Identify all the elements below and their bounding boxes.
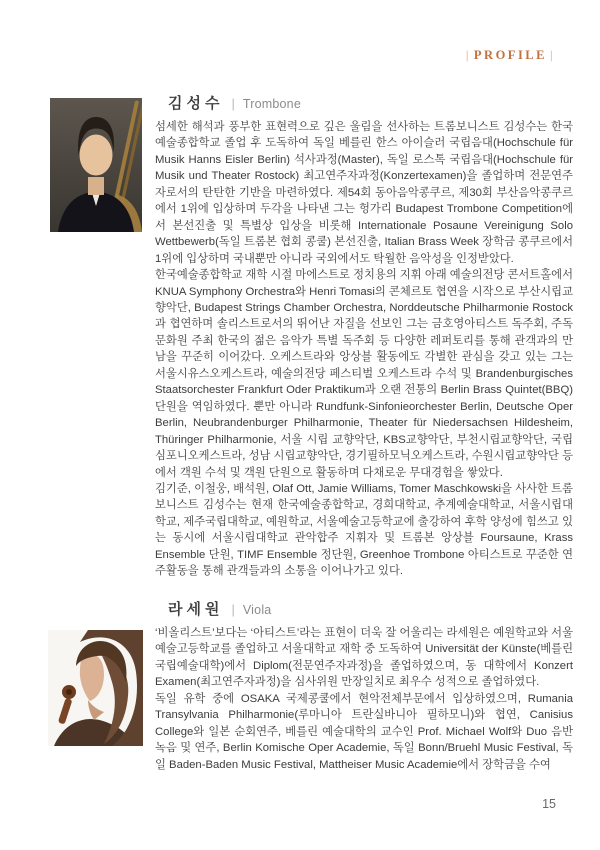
trombonist-photo	[50, 98, 142, 232]
bio-paragraph: ‘비올리스트’보다는 ‘아티스트’라는 표현이 더욱 잘 어울리는 라세원은 예원학교와 서울예술고등학교를 졸업하고 서울대학교 재학 중 도독하여 Universität der Künste(베를린 국립예술대학)에서 Diplom(전문연주자과정)을 졸업하였으며, 동 대학에서 Konzert Examen(최고연주자과정)을 심사위원 만장일치로 최우수 성적으로 졸업하였다.	[155, 627, 573, 689]
header-title: PROFILE	[473, 48, 547, 62]
violist-photo	[48, 630, 143, 746]
violist-photo-illustration	[48, 630, 143, 746]
violist-heading	[155, 598, 573, 618]
trombonist-bio	[155, 119, 573, 580]
page-header	[463, 48, 558, 63]
bio-paragraph: 독일 유학 중에 OSAKA 국제콩쿨에서 현악전체부문에서 입상하였으며, Rumania Transylvania Philharmonie(루마니아 트란실바니아 필하모니)와 협연, Canisius College와 일본 순회연주, 베를린 예술대학의 교수인 Prof. Michael Wolf와 Duo 음반 녹음 및 연주, Berlin Komische Oper Academie, 독일 Bonn/Bruehl Music Festival, 독일 Baden-Baden Music Festival, Mattheiser Music Academie에서 장학금을 수여	[155, 692, 573, 771]
bio-paragraph: 김기준, 이철웅, 배석원, Olaf Ott, Jamie Williams, Tomer Maschkowski을 사사한 트롬보니스트 김성수는 현재 한국예술종합학교, 경희대학교, 추계예술대학교, 서울시립대학교, 제주국립대학교, 예원학교, 서울예술고등학교에 출강하여 후학 양성에 힘쓰고 있는 동시에 서울시립대학교 관악합주 지휘자 및 트롬본 앙상블 Foursaune, Krass Ensemble 단원, TIMF Ensemble 정단원, Greenhoe Trombone 아티스트로 꾸준한 연주활동을 통해 관객들과의 소통을 이어나가고 있다.	[155, 482, 573, 578]
name-separator: |	[231, 96, 235, 111]
bio-paragraph: 섬세한 해석과 풍부한 표현력으로 깊은 울림을 선사하는 트롬보니스트 김성수는 한국예술종합학교 졸업 후 도독하여 독일 베를린 한스 아이슬러 국립음대(Hochschule für Musik Hanns Eisler Berlin) 석사과정(Master), 독일 로스톡 국립음대(Hochschule für Musik und Theater Rostock) 최고연주자과정(Konzertexamen)을 졸업하며 전문연주자로서의 탄탄한 기반을 마련하였다. 제54회 동아음악콩쿠르, 제30회 부산음악콩쿠르에서 1위에 입상하며 두각을 나타낸 그는 헝가리 Budapest Trombone Competition에서 본선진출 및 특별상 입상을 비롯해 Internationale Posaune Vereinigung Solo Wettbewerb(독일 트롬본 협회 콩쿨) 본선진출, Italian Brass Week 장학금 콩쿠르에서 1위에 입상하며 국내뿐만 아니라 국외에서도 탁월한 음악성을 인정받았다.	[155, 121, 573, 265]
trombonist-heading	[155, 92, 573, 112]
artist-instrument: Viola	[242, 603, 272, 617]
artist-name: 라세원	[168, 601, 224, 618]
header-left-bar: |	[465, 48, 471, 62]
artist-name: 김성수	[168, 95, 224, 112]
violist-bio	[155, 625, 573, 773]
bio-paragraph: 한국예술종합학교 재학 시절 마에스트로 정치용의 지휘 아래 예술의전당 콘서트홀에서 KNUA Symphony Orchestra와 Henri Tomasi의 콘체르토 협연을 시작으로 부산시립교향악단, Budapest Strings Chamber Orchestra, Norddeutsche Philharmonie Rostock과 협연하며 솔리스트로서의 뛰어난 자질을 선보인 그는 금호영아티스트 독주회, 주독문화원 주최 한국의 젊은 음악가 특별 독주회 등 다양한 레퍼토리를 통해 관객과의 만남을 꾸준히 이어갔다. 오케스트라와 앙상블 활동에도 각별한 관심을 갖고 있는 그는 서울시유스오케스트라, 예술의전당 페스티벌 오케스트라 수석 및 Brandenburgisches Staatsorchester Frankfurt Oder Praktikum과 오랜 전통의 Berlin Brass Quintet(BBQ)단원을 역임하였다. 뿐만 아니라 Rundfunk-Sinfonieorchester Berlin, Deutsche Oper Berlin, Neubrandenburger Philharmonie, Theater für Niedersachsen Hildesheim, Thüringer Philharmonie, 서울 시립 교향악단, KBS교향악단, 부천시립교향악단, 국립심포니오케스트라, 성남 시립교향악단, 경기필하모닉오케스트라, 수원시립교향악단 등에서 객원 수석 및 객원 단원으로 활동하며 다채로운 무대경험을 쌓았다.	[155, 269, 573, 479]
trombonist-photo-illustration	[50, 98, 142, 232]
header-right-bar: |	[549, 48, 555, 62]
trombonist-section	[155, 92, 573, 598]
name-separator: |	[231, 602, 235, 617]
artist-instrument: Trombone	[242, 97, 301, 111]
page-number: 15	[542, 797, 556, 811]
violist-section	[155, 598, 573, 790]
